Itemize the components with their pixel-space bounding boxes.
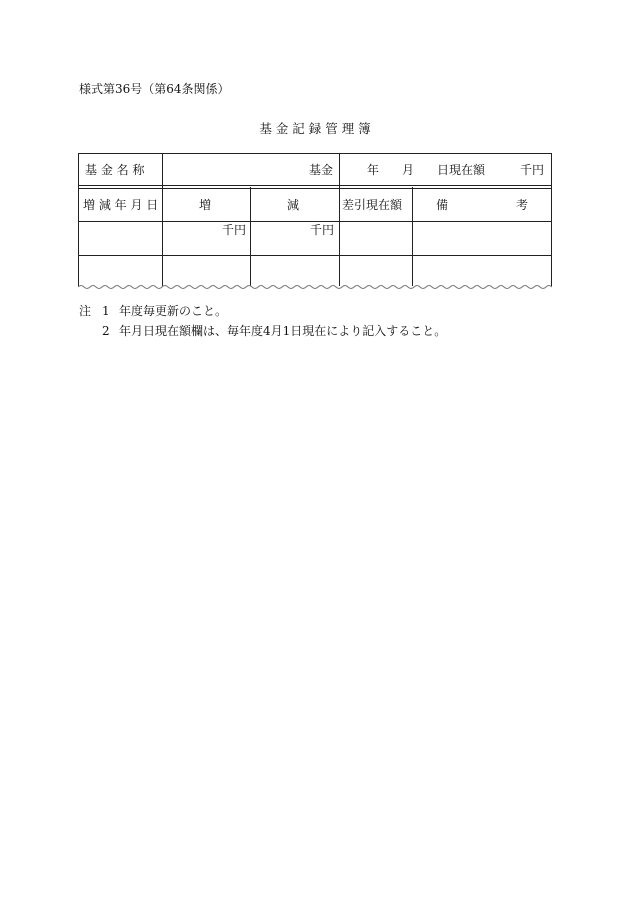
form-number: 様式第36号（第64条関係） [79, 82, 230, 96]
table-top-rule [78, 153, 552, 154]
current-amount-label: 日現在額 [437, 163, 486, 177]
header-remarks-b: 考 [516, 198, 529, 212]
wavy-cutoff-line [78, 284, 552, 290]
amount-unit: 千円 [520, 163, 545, 177]
table-rule [78, 255, 552, 256]
column-divider [162, 153, 163, 286]
header-balance: 差引現在額 [342, 198, 403, 212]
column-divider [412, 187, 413, 286]
month-label: 月 [402, 163, 415, 177]
fund-suffix: 基金 [309, 163, 334, 177]
table-left-border [78, 153, 79, 286]
table-double-rule-a [78, 185, 552, 186]
column-divider [250, 187, 251, 286]
decrease-unit: 千円 [310, 223, 335, 237]
header-increase: 増 [199, 198, 212, 212]
column-divider [339, 153, 340, 286]
fund-record-table [78, 153, 552, 290]
note-number: 2 [102, 324, 110, 338]
header-date: 増 減 年 月 日 [83, 198, 159, 212]
year-label: 年 [367, 163, 380, 177]
note-number: 1 [102, 304, 110, 318]
fund-name-label: 基 金 名 称 [85, 163, 145, 177]
note-text: 年月日現在額欄は、毎年度4月1日現在により記入すること。 [119, 324, 447, 338]
note-text: 年度毎更新のこと。 [119, 304, 228, 318]
table-right-border [551, 153, 552, 286]
header-decrease: 減 [287, 198, 300, 212]
header-remarks-a: 備 [436, 198, 449, 212]
notes-label: 注 [79, 304, 92, 318]
increase-unit: 千円 [222, 223, 247, 237]
page-title: 基 金 記 録 管 理 簿 [259, 121, 371, 136]
table-double-rule-b [78, 188, 552, 189]
